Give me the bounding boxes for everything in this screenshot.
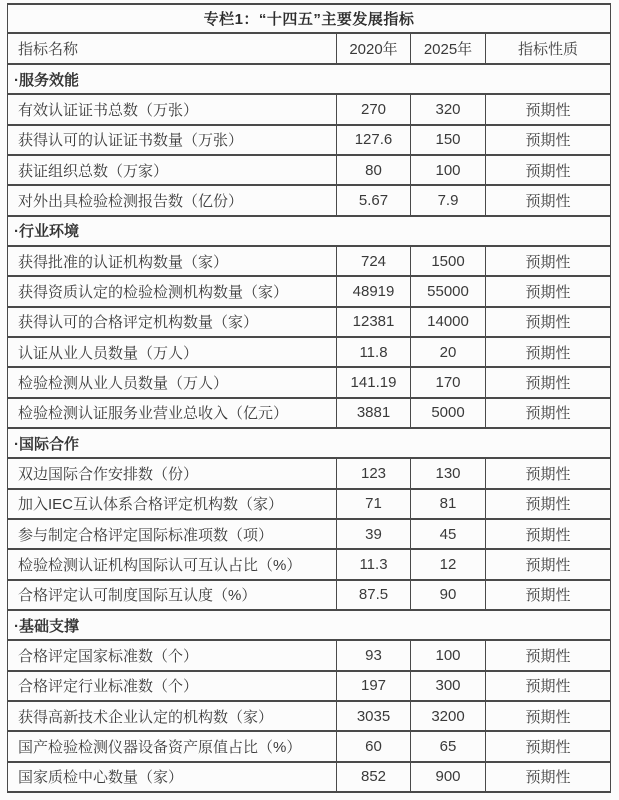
value-2020-cell: 724 (337, 246, 411, 276)
value-2020-cell: 141.19 (337, 367, 411, 397)
column-header-row (8, 33, 611, 64)
value-2020-cell: 3881 (337, 398, 411, 428)
nature-cell: 预期性 (486, 276, 611, 306)
value-2025-cell: 150 (411, 125, 486, 155)
nature-cell: 预期性 (486, 125, 611, 155)
indicator-row (8, 155, 611, 185)
indicators-table (7, 3, 611, 793)
value-2025-cell: 5000 (411, 398, 486, 428)
indicator-name-cell: 检验检测认证服务业营业总收入（亿元） (8, 398, 337, 428)
value-2025-cell: 20 (411, 337, 486, 367)
indicator-name-cell: 获证组织总数（万家） (8, 155, 337, 185)
nature-cell: 预期性 (486, 671, 611, 701)
nature-cell: 预期性 (486, 458, 611, 488)
section-label: ·服务效能 (8, 64, 611, 94)
table-title-row (8, 4, 611, 33)
value-2025-cell: 1500 (411, 246, 486, 276)
indicator-name-cell: 合格评定认可制度国际互认度（%） (8, 580, 337, 610)
value-2020-cell: 48919 (337, 276, 411, 306)
value-2020-cell: 60 (337, 731, 411, 761)
indicator-row (8, 549, 611, 579)
value-2025-cell: 81 (411, 489, 486, 519)
nature-cell: 预期性 (486, 762, 611, 792)
indicator-name-cell: 参与制定合格评定国际标准项数（项） (8, 519, 337, 549)
indicator-name-cell: 获得认可的合格评定机构数量（家） (8, 307, 337, 337)
indicator-row (8, 367, 611, 397)
indicator-row (8, 489, 611, 519)
indicator-name-cell: 加入IEC互认体系合格评定机构数（家） (8, 489, 337, 519)
indicator-name-cell: 认证从业人员数量（万人） (8, 337, 337, 367)
indicator-name-cell: 对外出具检验检测报告数（亿份） (8, 185, 337, 215)
value-2025-cell: 900 (411, 762, 486, 792)
col-header-indicator-name: 指标名称 (8, 33, 337, 64)
nature-cell: 预期性 (486, 307, 611, 337)
indicator-name-cell: 国家质检中心数量（家） (8, 762, 337, 792)
value-2025-cell: 45 (411, 519, 486, 549)
indicator-name-cell: 国产检验检测仪器设备资产原值占比（%） (8, 731, 337, 761)
indicator-name-cell: 双边国际合作安排数（份） (8, 458, 337, 488)
value-2025-cell: 55000 (411, 276, 486, 306)
indicator-row (8, 762, 611, 792)
indicator-row (8, 519, 611, 549)
value-2025-cell: 100 (411, 155, 486, 185)
nature-cell: 预期性 (486, 155, 611, 185)
nature-cell: 预期性 (486, 337, 611, 367)
indicator-name-cell: 获得批准的认证机构数量（家） (8, 246, 337, 276)
value-2020-cell: 71 (337, 489, 411, 519)
nature-cell: 预期性 (486, 519, 611, 549)
indicator-row (8, 398, 611, 428)
indicator-row (8, 276, 611, 306)
value-2020-cell: 39 (337, 519, 411, 549)
col-header-nature: 指标性质 (486, 33, 611, 64)
value-2020-cell: 12381 (337, 307, 411, 337)
indicator-name-cell: 检验检测认证机构国际认可互认占比（%） (8, 549, 337, 579)
nature-cell: 预期性 (486, 731, 611, 761)
indicator-row (8, 337, 611, 367)
indicator-row (8, 731, 611, 761)
section-label: ·国际合作 (8, 428, 611, 458)
value-2020-cell: 87.5 (337, 580, 411, 610)
table-body (8, 64, 611, 792)
nature-cell: 预期性 (486, 185, 611, 215)
indicator-row (8, 640, 611, 670)
nature-cell: 预期性 (486, 489, 611, 519)
nature-cell: 预期性 (486, 367, 611, 397)
value-2025-cell: 14000 (411, 307, 486, 337)
nature-cell: 预期性 (486, 640, 611, 670)
value-2020-cell: 5.67 (337, 185, 411, 215)
value-2020-cell: 3035 (337, 701, 411, 731)
value-2020-cell: 852 (337, 762, 411, 792)
value-2020-cell: 123 (337, 458, 411, 488)
value-2020-cell: 11.3 (337, 549, 411, 579)
value-2020-cell: 11.8 (337, 337, 411, 367)
indicator-row (8, 580, 611, 610)
indicator-row (8, 458, 611, 488)
indicator-name-cell: 有效认证证书总数（万张） (8, 94, 337, 124)
value-2020-cell: 197 (337, 671, 411, 701)
col-header-2025: 2025年 (411, 33, 486, 64)
value-2025-cell: 12 (411, 549, 486, 579)
value-2025-cell: 3200 (411, 701, 486, 731)
indicator-name-cell: 合格评定行业标准数（个） (8, 671, 337, 701)
value-2020-cell: 80 (337, 155, 411, 185)
nature-cell: 预期性 (486, 246, 611, 276)
indicator-row (8, 307, 611, 337)
value-2025-cell: 100 (411, 640, 486, 670)
value-2025-cell: 320 (411, 94, 486, 124)
value-2020-cell: 270 (337, 94, 411, 124)
indicator-row (8, 246, 611, 276)
nature-cell: 预期性 (486, 580, 611, 610)
nature-cell: 预期性 (486, 701, 611, 731)
col-header-2020: 2020年 (337, 33, 411, 64)
value-2020-cell: 93 (337, 640, 411, 670)
indicator-name-cell: 检验检测从业人员数量（万人） (8, 367, 337, 397)
section-label: ·基础支撑 (8, 610, 611, 640)
section-row (8, 64, 611, 94)
indicator-name-cell: 获得资质认定的检验检测机构数量（家） (8, 276, 337, 306)
section-label: ·行业环境 (8, 216, 611, 246)
indicator-row (8, 94, 611, 124)
value-2025-cell: 7.9 (411, 185, 486, 215)
value-2025-cell: 65 (411, 731, 486, 761)
indicator-name-cell: 获得高新技术企业认定的机构数（家） (8, 701, 337, 731)
table-title: 专栏1：“十四五”主要发展指标 (8, 4, 611, 33)
section-row (8, 610, 611, 640)
value-2025-cell: 130 (411, 458, 486, 488)
nature-cell: 预期性 (486, 94, 611, 124)
value-2025-cell: 90 (411, 580, 486, 610)
value-2025-cell: 300 (411, 671, 486, 701)
indicator-name-cell: 获得认可的认证证书数量（万张） (8, 125, 337, 155)
indicator-row (8, 125, 611, 155)
nature-cell: 预期性 (486, 398, 611, 428)
indicator-row (8, 185, 611, 215)
indicator-row (8, 671, 611, 701)
indicator-name-cell: 合格评定国家标准数（个） (8, 640, 337, 670)
section-row (8, 216, 611, 246)
nature-cell: 预期性 (486, 549, 611, 579)
value-2020-cell: 127.6 (337, 125, 411, 155)
indicator-row (8, 701, 611, 731)
value-2025-cell: 170 (411, 367, 486, 397)
section-row (8, 428, 611, 458)
